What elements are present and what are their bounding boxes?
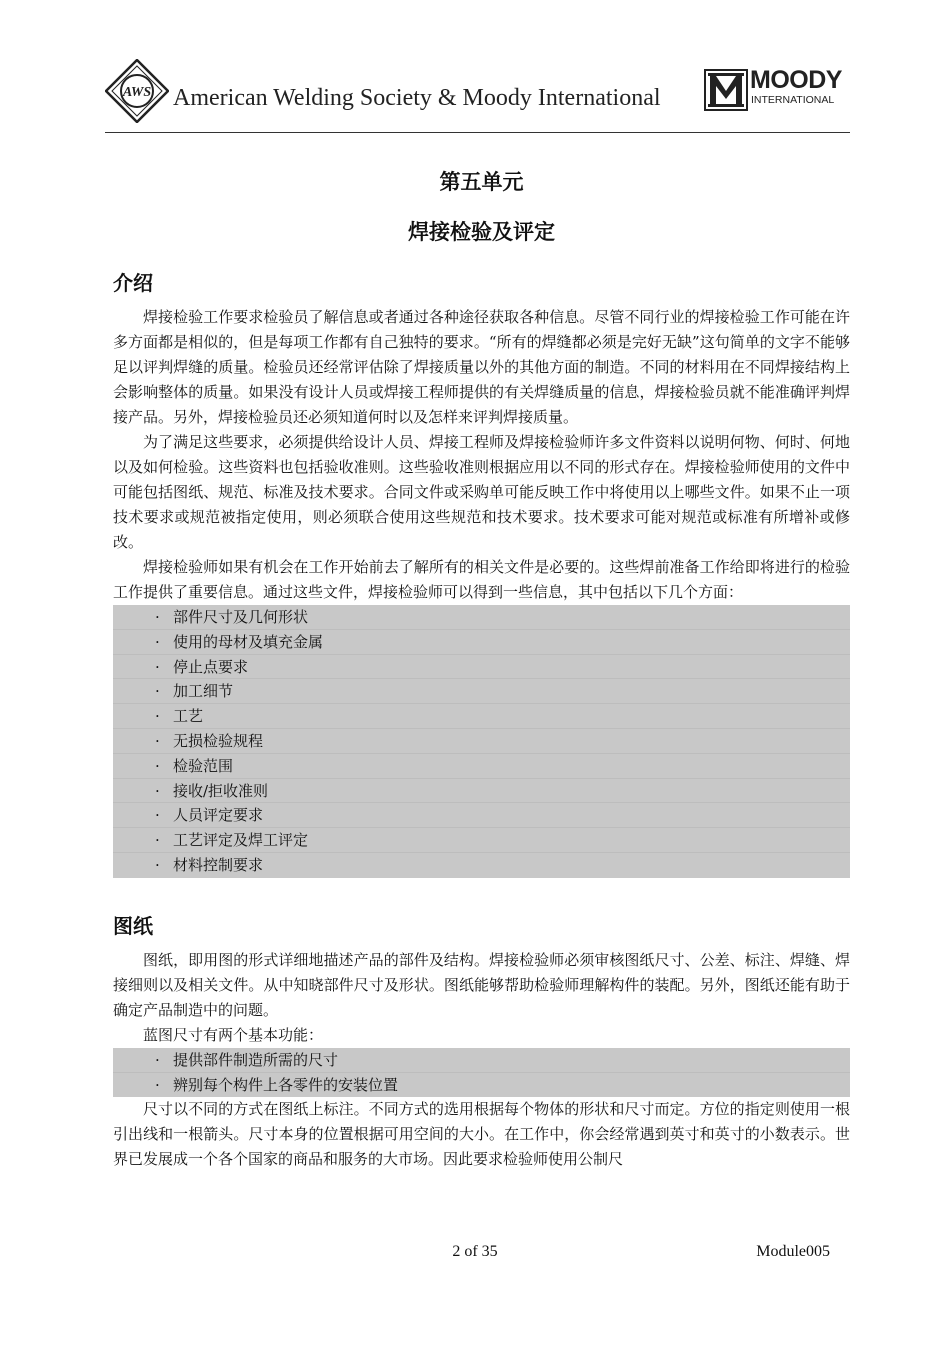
list-item <box>113 754 850 779</box>
list-item <box>113 779 850 804</box>
module-id: Module005 <box>756 1243 830 1260</box>
subject-title: 焊接检验及评定 <box>408 219 555 244</box>
moody-name: MOODY <box>750 66 842 94</box>
intro-heading: 介绍 <box>113 271 153 295</box>
list-item-text: 无损检验规程 <box>173 731 264 750</box>
list-item-text: 加工细节 <box>173 682 234 701</box>
list-item <box>113 704 850 729</box>
unit-title: 第五单元 <box>439 169 524 194</box>
list-item <box>113 679 850 704</box>
bullet: · <box>155 806 160 825</box>
header-rule <box>105 132 850 133</box>
list-item <box>113 853 850 878</box>
list-item-text: 接收/拒收准则 <box>173 781 269 800</box>
aws-logo <box>105 59 169 123</box>
list-item-text: 使用的母材及填充金属 <box>173 632 324 651</box>
list-item <box>113 655 850 680</box>
list-item <box>113 828 850 853</box>
list-item <box>113 803 850 828</box>
drawings-bullet-list <box>113 1048 850 1098</box>
bullet: · <box>155 1050 160 1069</box>
moody-subtitle: INTERNATIONAL <box>751 94 835 106</box>
moody-logo <box>704 66 842 111</box>
bullet: · <box>155 707 160 726</box>
bullet: · <box>155 855 160 874</box>
list-item <box>113 630 850 655</box>
intro-paragraph: 为了满足这些要求，必须提供给设计人员、焊接工程师及焊接检验师许多文件资料以说明何物、何时、何地以及如何检验。这些资料也包括验收准则。这些验收准则根据应用以不同的形式存在。焊接检验师使用的文件中可能包括图纸、规范、标准及技术要求。合同文件或采购单可能反映工作中将使用以上哪些文件。如果不止一项技术要求或规范被指定使用，则必须联合使用这些规范和技术要求。技术要求可能对规范或标准有所增补或修改。 <box>113 433 850 551</box>
bullet: · <box>155 781 160 800</box>
drawings-paragraph: 尺寸以不同的方式在图纸上标注。不同方式的选用根据每个物体的形状和尺寸而定。方位的指定则使用一根引出线和一根箭头。尺寸本身的位置根据可用空间的大小。在工作中，你会经常遇到英寸和英寸的小数表示。世界已发展成一个各个国家的商品和服务的大市场。因此要求检验师使用公制尺 <box>113 1100 850 1169</box>
page-number: 2 of 35 <box>452 1243 498 1260</box>
organization-title: American Welding Society & Moody International <box>173 85 661 111</box>
list-item-text: 人员评定要求 <box>173 806 264 825</box>
bullet: · <box>155 657 160 676</box>
intro-bullet-list <box>113 605 850 878</box>
list-item-text: 提供部件制造所需的尺寸 <box>173 1050 339 1069</box>
list-item <box>113 1073 850 1098</box>
intro-paragraph: 焊接检验师如果有机会在工作开始前去了解所有的相关文件是必要的。这些焊前准备工作给即将进行的检验工作提供了重要信息。通过这些文件，焊接检验师可以得到一些信息，其中包括以下几个方面： <box>113 558 850 601</box>
list-item-text: 停止点要求 <box>173 657 249 676</box>
bullet: · <box>155 731 160 750</box>
drawings-paragraph: 蓝图尺寸有两个基本功能： <box>143 1025 324 1044</box>
list-item <box>113 605 850 630</box>
list-item-text: 材料控制要求 <box>173 855 264 874</box>
list-item <box>113 1048 850 1073</box>
list-item <box>113 729 850 754</box>
bullet: · <box>155 1075 160 1094</box>
page-header <box>105 55 850 133</box>
aws-logo-text: AWS <box>122 85 152 100</box>
bullet: · <box>155 831 160 850</box>
list-item-text: 工艺评定及焊工评定 <box>173 831 309 850</box>
list-item-text: 部件尺寸及几何形状 <box>173 608 309 626</box>
drawings-heading: 图纸 <box>113 913 153 938</box>
bullet: · <box>155 608 160 626</box>
bullet: · <box>155 756 160 775</box>
bullet: · <box>155 632 160 651</box>
list-item-text: 辨别每个构件上各零件的安装位置 <box>173 1075 399 1094</box>
list-item-text: 工艺 <box>173 707 204 726</box>
list-item-text: 检验范围 <box>173 756 234 775</box>
drawings-paragraph: 图纸，即用图的形式详细地描述产品的部件及结构。焊接检验师必须审核图纸尺寸、公差、标注、焊缝、焊接细则以及相关文件。从中知晓部件尺寸及形状。图纸能够帮助检验师理解构件的装配。另外，图纸还能有助于确定产品制造中的问题。 <box>113 950 850 1019</box>
bullet: · <box>155 682 160 701</box>
intro-paragraph: 焊接检验工作要求检验员了解信息或者通过各种途径获取各种信息。尽管不同行业的焊接检验工作可能在许多方面都是相似的，但是每项工作都有自己独特的要求。“所有的焊缝都必须是完好无缺”这句简单的文字不能够足以评判焊缝的质量。检验员还经常评估除了焊接质量以外的其他方面的制造。不同的材料用在不同焊接结构上会影响整体的质量。如果没有设计人员或焊接工程师提供的有关焊缝质量的信息，焊接检验员就不能准确评判焊接产品。另外，焊接检验员还必须知道何时以及怎样来评判焊接质量。 <box>113 308 850 426</box>
document-body <box>113 165 850 1172</box>
moody-emblem-icon <box>704 69 748 111</box>
